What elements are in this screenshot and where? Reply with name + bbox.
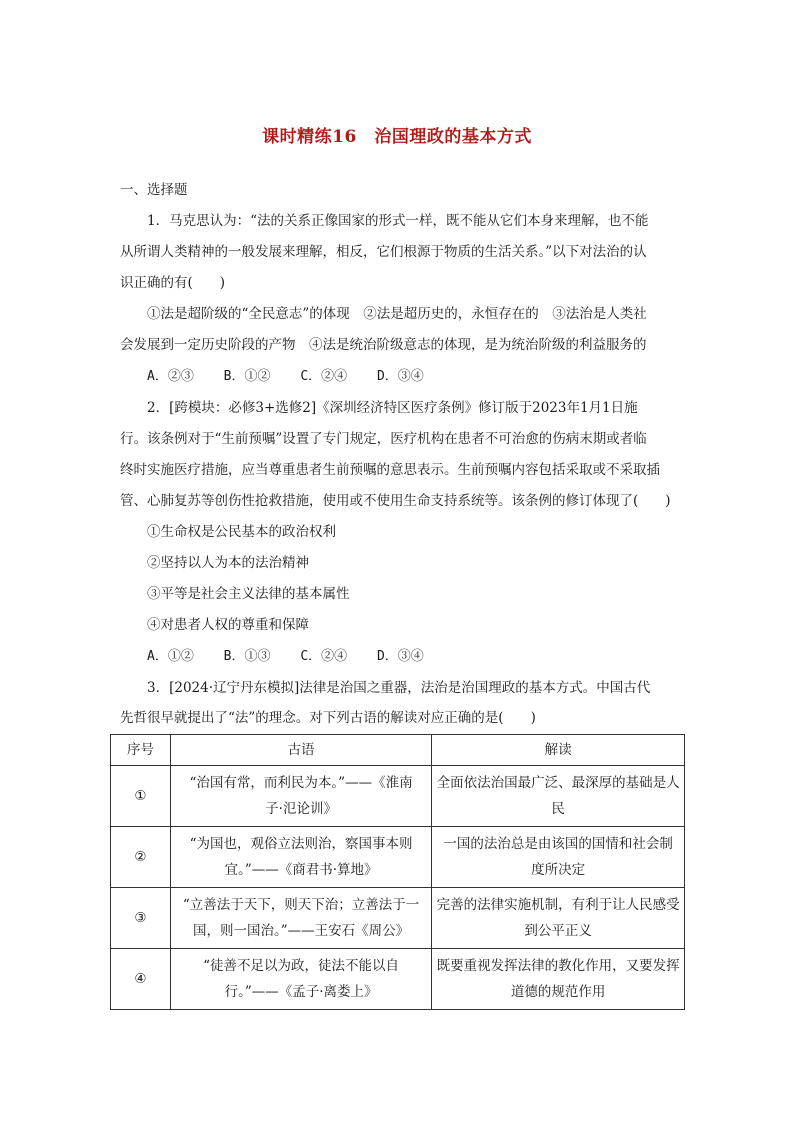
row-quote bbox=[170, 827, 431, 888]
q2-line-1: 2．[跨模块：必修3+选修2]《深圳经济特区医疗条例》修订版于2023年1月1日施 bbox=[147, 400, 638, 416]
table-row bbox=[111, 827, 685, 888]
q1-line-1: 1．马克思认为：“法的关系正像国家的形式一样，既不能从它们本身来理解，也不能 bbox=[147, 213, 649, 229]
header-quote: 古语 bbox=[170, 735, 431, 766]
q2-statement-4: ④对患者人权的尊重和保障 bbox=[147, 617, 309, 633]
q2-statement-1: ①生命权是公民基本的政治权利 bbox=[147, 524, 336, 540]
q1-line-2: 从所谓人类精神的一般发展来理解，相反，它们根源于物质的生活关系。”以下对法治的认 bbox=[120, 244, 647, 260]
row-interp-line: 一国的法治总是由该国的国情和社会制 bbox=[443, 836, 673, 852]
header-num: 序号 bbox=[111, 735, 171, 766]
row-interp-line: 既要重视发挥法律的教化作用，又要发挥 bbox=[436, 958, 680, 974]
row-num: ③ bbox=[111, 888, 171, 949]
row-quote-line: “治国有常，而利民为本。”——《淮南 bbox=[189, 775, 413, 791]
row-quote bbox=[170, 766, 431, 827]
row-interp bbox=[432, 827, 685, 888]
q1-option-c[interactable]: C．②④ bbox=[300, 369, 348, 384]
table-header-row bbox=[111, 735, 685, 766]
row-quote bbox=[170, 888, 431, 949]
q2-line-3: 终时实施医疗措施，应当尊重患者生前预嘱的意思表示。生前预嘱内容包括采取或不采取插 bbox=[120, 462, 660, 478]
q1-option-a[interactable]: A．②③ bbox=[147, 369, 194, 384]
row-quote bbox=[170, 949, 431, 1010]
row-num: ④ bbox=[111, 949, 171, 1010]
q2-options bbox=[147, 647, 707, 667]
q2-line-2: 行。该条例对于“生前预嘱”设置了专门规定，医疗机构在患者不可治愈的伤病末期或者临 bbox=[120, 431, 647, 447]
page-title: 课时精练16 治国理政的基本方式 bbox=[262, 127, 532, 147]
q1-statement-2: 会发展到一定历史阶段的产物 ④法是统治阶级意志的体现，是为统治阶级的利益服务的 bbox=[120, 337, 647, 353]
row-num: ① bbox=[111, 766, 171, 827]
q2-option-c[interactable]: C．②④ bbox=[300, 649, 348, 664]
row-quote-line: “为国也，观俗立法则治，察国事本则 bbox=[189, 836, 413, 852]
row-interp-line: 度所决定 bbox=[531, 862, 586, 878]
row-interp bbox=[432, 949, 685, 1010]
row-interp-line: 全面依法治国最广泛、最深厚的基础是人 bbox=[436, 775, 680, 791]
table-row bbox=[111, 766, 685, 827]
table-row bbox=[111, 888, 685, 949]
row-num: ② bbox=[111, 827, 171, 888]
row-interp-line: 民 bbox=[551, 801, 565, 817]
q1-options bbox=[147, 367, 707, 387]
q2-option-b[interactable]: B．①③ bbox=[223, 649, 271, 664]
q2-statement-3: ③平等是社会主义法律的基本属性 bbox=[147, 586, 350, 602]
row-quote-line: 国，则一国治。”——王安石《周公》 bbox=[192, 923, 410, 939]
section-heading: 一、选择题 bbox=[120, 182, 188, 198]
row-interp-line: 道德的规范作用 bbox=[510, 984, 606, 1000]
header-interp: 解读 bbox=[432, 735, 685, 766]
q2-line-4: 管、心肺复苏等创伤性抢救措施，使用或不使用生命支持系统等。该条例的修订体现了( ) bbox=[120, 493, 671, 509]
q3-table bbox=[110, 734, 685, 1010]
q1-option-d[interactable]: D．③④ bbox=[376, 369, 424, 384]
row-interp-line: 完善的法律实施机制，有利于让人民感受 bbox=[436, 897, 680, 913]
row-interp bbox=[432, 766, 685, 827]
q3-line-1: 3．[2024·辽宁丹东模拟]法律是治国之重器，法治是治国理政的基本方式。中国古代 bbox=[147, 680, 651, 696]
row-quote-line: 行。”——《孟子·离娄上》 bbox=[224, 984, 378, 1000]
q1-statement-1: ①法是超阶级的“全民意志”的体现 ②法是超历史的，永恒存在的 ③法治是人类社 bbox=[147, 306, 647, 322]
table-row bbox=[111, 949, 685, 1010]
q1-option-b[interactable]: B．①② bbox=[223, 369, 271, 384]
row-interp-line: 到公平正义 bbox=[524, 923, 592, 939]
row-quote-line: 宜。”——《商君书·算地》 bbox=[224, 862, 378, 878]
row-quote-line: 子·氾论训》 bbox=[265, 801, 337, 817]
q2-statement-2: ②坚持以人为本的法治精神 bbox=[147, 555, 309, 571]
row-quote-line: “徒善不足以为政，徒法不能以自 bbox=[203, 958, 400, 974]
q3-line-2: 先哲很早就提出了“法”的理念。对下列古语的解读对应正确的是( ) bbox=[120, 710, 536, 726]
q2-option-d[interactable]: D．③④ bbox=[376, 649, 424, 664]
q1-line-3: 识正确的有( ) bbox=[120, 275, 226, 291]
row-interp bbox=[432, 888, 685, 949]
q2-option-a[interactable]: A．①② bbox=[147, 649, 194, 664]
row-quote-line: “立善法于天下，则天下治；立善法于一 bbox=[182, 897, 420, 913]
